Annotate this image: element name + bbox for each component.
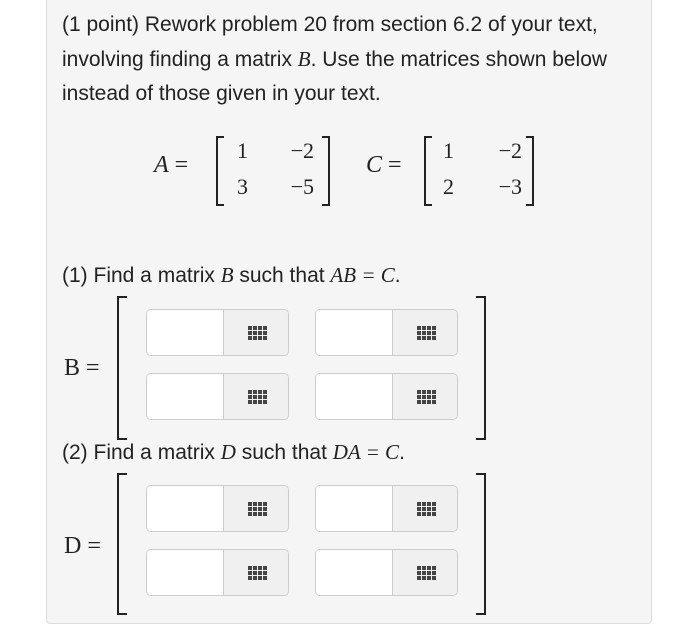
matrix-d-entry-21-input[interactable] <box>147 550 223 595</box>
matrix-d-entry-12-keypad-button[interactable] <box>392 486 458 531</box>
intro-text-1: Rework problem 20 from section 6.2 of your text, involving finding a matrix <box>62 13 598 71</box>
matrix-b-entry-11-keypad-button[interactable] <box>223 310 289 355</box>
matrix-d-entry-12-input[interactable] <box>316 486 392 531</box>
grid-keypad-icon <box>248 390 267 404</box>
part1-prompt: (1) Find a matrix B such that AB = C. <box>62 263 401 287</box>
part2-prompt: (2) Find a matrix D such that DA = C. <box>62 440 405 464</box>
matrix-d-entry-12-group <box>315 485 458 532</box>
matrix-d-entry-11-keypad-button[interactable] <box>223 486 289 531</box>
matrix-a-entry-21: 3 <box>237 174 248 199</box>
matrix-b-entry-22-input[interactable] <box>316 374 392 419</box>
problem-statement <box>62 8 642 111</box>
matrix-b-entry-12-input[interactable] <box>316 310 392 355</box>
grid-keypad-icon <box>248 502 267 516</box>
matrix-a-entry-11: 1 <box>237 138 248 163</box>
intro-matrix-var: B <box>297 47 311 71</box>
points-label: (1 point) <box>62 13 140 36</box>
matrix-d-left-bracket <box>117 473 127 615</box>
matrix-b-entry-12-group <box>315 309 458 356</box>
matrix-c-entry-22: −3 <box>498 174 522 199</box>
grid-keypad-icon <box>417 390 436 404</box>
grid-keypad-icon <box>248 566 267 580</box>
grid-keypad-icon <box>417 566 436 580</box>
matrix-b-left-bracket <box>117 296 127 440</box>
grid-keypad-icon <box>248 326 267 340</box>
matrix-b-entry-22-keypad-button[interactable] <box>392 374 458 419</box>
grid-keypad-icon <box>417 502 436 516</box>
matrix-b-entry-22-group <box>315 373 458 420</box>
matrix-a-label: A = <box>154 152 189 178</box>
matrix-d-entry-11-group <box>146 485 289 532</box>
matrix-c-entry-11: 1 <box>443 138 454 163</box>
grid-keypad-icon <box>417 326 436 340</box>
matrix-d-entry-21-group <box>146 549 289 596</box>
matrix-b-entry-11-input[interactable] <box>147 310 223 355</box>
matrix-d-entry-22-keypad-button[interactable] <box>392 550 458 595</box>
matrix-a-right-bracket <box>322 136 330 206</box>
matrix-d-entry-11-input[interactable] <box>147 486 223 531</box>
matrix-a-entry-22: −5 <box>290 174 314 199</box>
matrix-b-entry-12-keypad-button[interactable] <box>392 310 458 355</box>
matrix-d-entry-22-group <box>315 549 458 596</box>
matrix-b-label: B = <box>64 355 100 381</box>
matrix-d-entry-22-input[interactable] <box>316 550 392 595</box>
matrix-b-right-bracket <box>476 296 486 440</box>
matrix-d-entry-21-keypad-button[interactable] <box>223 550 289 595</box>
matrix-d-label: D = <box>64 533 101 559</box>
matrix-c-right-bracket <box>526 136 534 206</box>
matrix-a-entry-12: −2 <box>290 138 314 163</box>
matrix-b-entry-21-group <box>146 373 289 420</box>
matrix-b-entry-21-keypad-button[interactable] <box>223 374 289 419</box>
matrix-c-label: C = <box>366 152 402 178</box>
matrix-d-right-bracket <box>476 473 486 615</box>
matrix-c-entry-21: 2 <box>443 174 454 199</box>
intro-text-2: . Use the matrices shown below instead of those given in your text. <box>62 48 608 105</box>
matrix-b-entry-21-input[interactable] <box>147 374 223 419</box>
matrix-c-entry-12: −2 <box>498 138 522 163</box>
matrix-b-entry-11-group <box>146 309 289 356</box>
